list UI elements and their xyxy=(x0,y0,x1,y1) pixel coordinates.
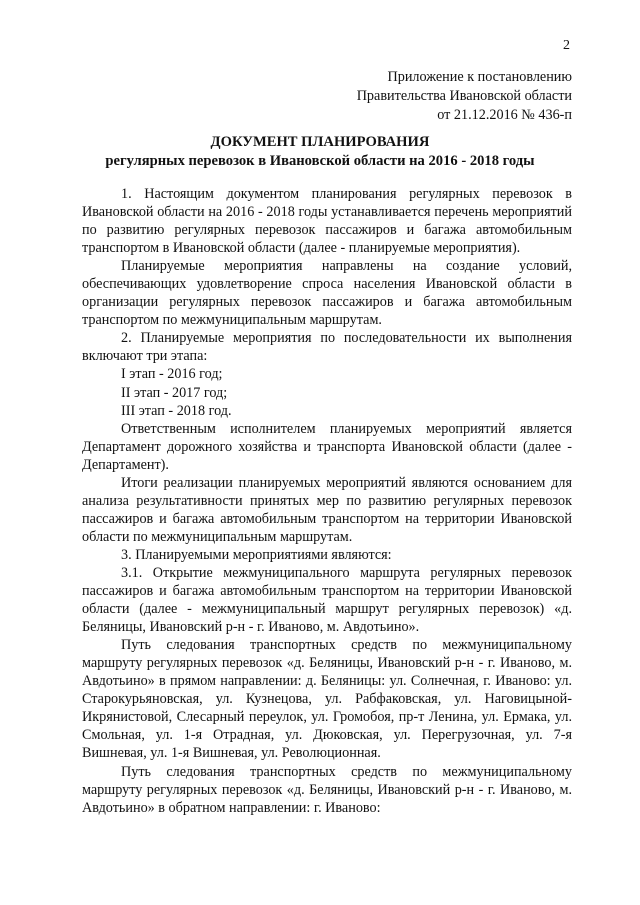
document-body xyxy=(82,185,572,817)
paragraph: Итоги реализации планируемых мероприятий являются основанием для анализа результативности принятых мер по развитию регулярных перевозок пассажиров и багажа автомобильным транспортом на территории Ивановской области по межмуниципальным маршрутам. xyxy=(82,474,572,545)
approval-line: Правительства Ивановской области xyxy=(356,88,572,104)
stage-item: I этап - 2016 год; xyxy=(121,366,223,383)
paragraph: Ответственным исполнителем планируемых мероприятий является Департамент дорожного хозяйства и транспорта Ивановской области (далее - Департамент). xyxy=(82,420,572,473)
paragraph: 3. Планируемыми мероприятиями являются: xyxy=(121,546,392,563)
approval-line: Приложение к постановлению xyxy=(387,69,572,85)
page-number: 2 xyxy=(563,38,570,53)
approval-stamp xyxy=(357,68,572,125)
paragraph: Планируемые мероприятия направлены на создание условий, обеспечивающих удовлетворение спроса населения Ивановской области в организации регулярных перевозок пассажиров и багажа автомобильным транспортом по межмуниципальным маршрутам. xyxy=(82,258,572,329)
stage-item: III этап - 2018 год. xyxy=(121,402,232,419)
title-main: ДОКУМЕНТ ПЛАНИРОВАНИЯ xyxy=(210,134,430,150)
paragraph: 3.1. Открытие межмуниципального маршрута регулярных перевозок пассажиров и багажа автомобильным транспортом на территории Ивановской области (далее - межмуниципальный маршрут регулярных перевозок) «д. Беляницы, Ивановский р-н - г. Иваново, м. Авдотьино». xyxy=(82,564,572,636)
title-sub: регулярных перевозок в Ивановской области на 2016 - 2018 годы xyxy=(105,153,535,169)
stage-item: II этап - 2017 год; xyxy=(121,384,228,401)
document-title xyxy=(0,133,640,171)
paragraph: 1. Настоящим документом планирования регулярных перевозок в Ивановской области на 2016 - 2018 годы устанавливается перечень мероприятий по развитию регулярных перевозок пассажиров и багажа автомобильным транспортом в Ивановской области (далее - планируемые мероприятия). xyxy=(82,186,572,257)
paragraph: 2. Планируемые мероприятия по последовательности их выполнения включают три этапа: xyxy=(82,330,572,365)
paragraph: Путь следования транспортных средств по межмуниципальному маршруту регулярных перевозок «д. Беляницы, Ивановский р-н - г. Иваново, м. Авдотьино» в прямом направлении: д. Беляницы: ул. Солнечная, г. Иваново: ул. Старокурьяновская, ул. Кузнецова, ул. Рабфаковская, ул. Наговицыной-Икрянистовой, Слесарный переулок, ул. Громобоя, пр-т Ленина, ул. Ермака, ул. Смольная, ул. 1-я Отрадная, ул. Дюковская, ул. Перегрузочная, ул. 7-я Вишневая, ул. 1-я Вишневая, ул. Революционная. xyxy=(82,637,572,762)
approval-line: от 21.12.2016 № 436-п xyxy=(437,107,572,123)
paragraph: Путь следования транспортных средств по межмуниципальному маршруту регулярных перевозок «д. Беляницы, Ивановский р-н - г. Иваново, м. Авдотьино» в обратном направлении: г. Иваново: xyxy=(82,763,572,816)
